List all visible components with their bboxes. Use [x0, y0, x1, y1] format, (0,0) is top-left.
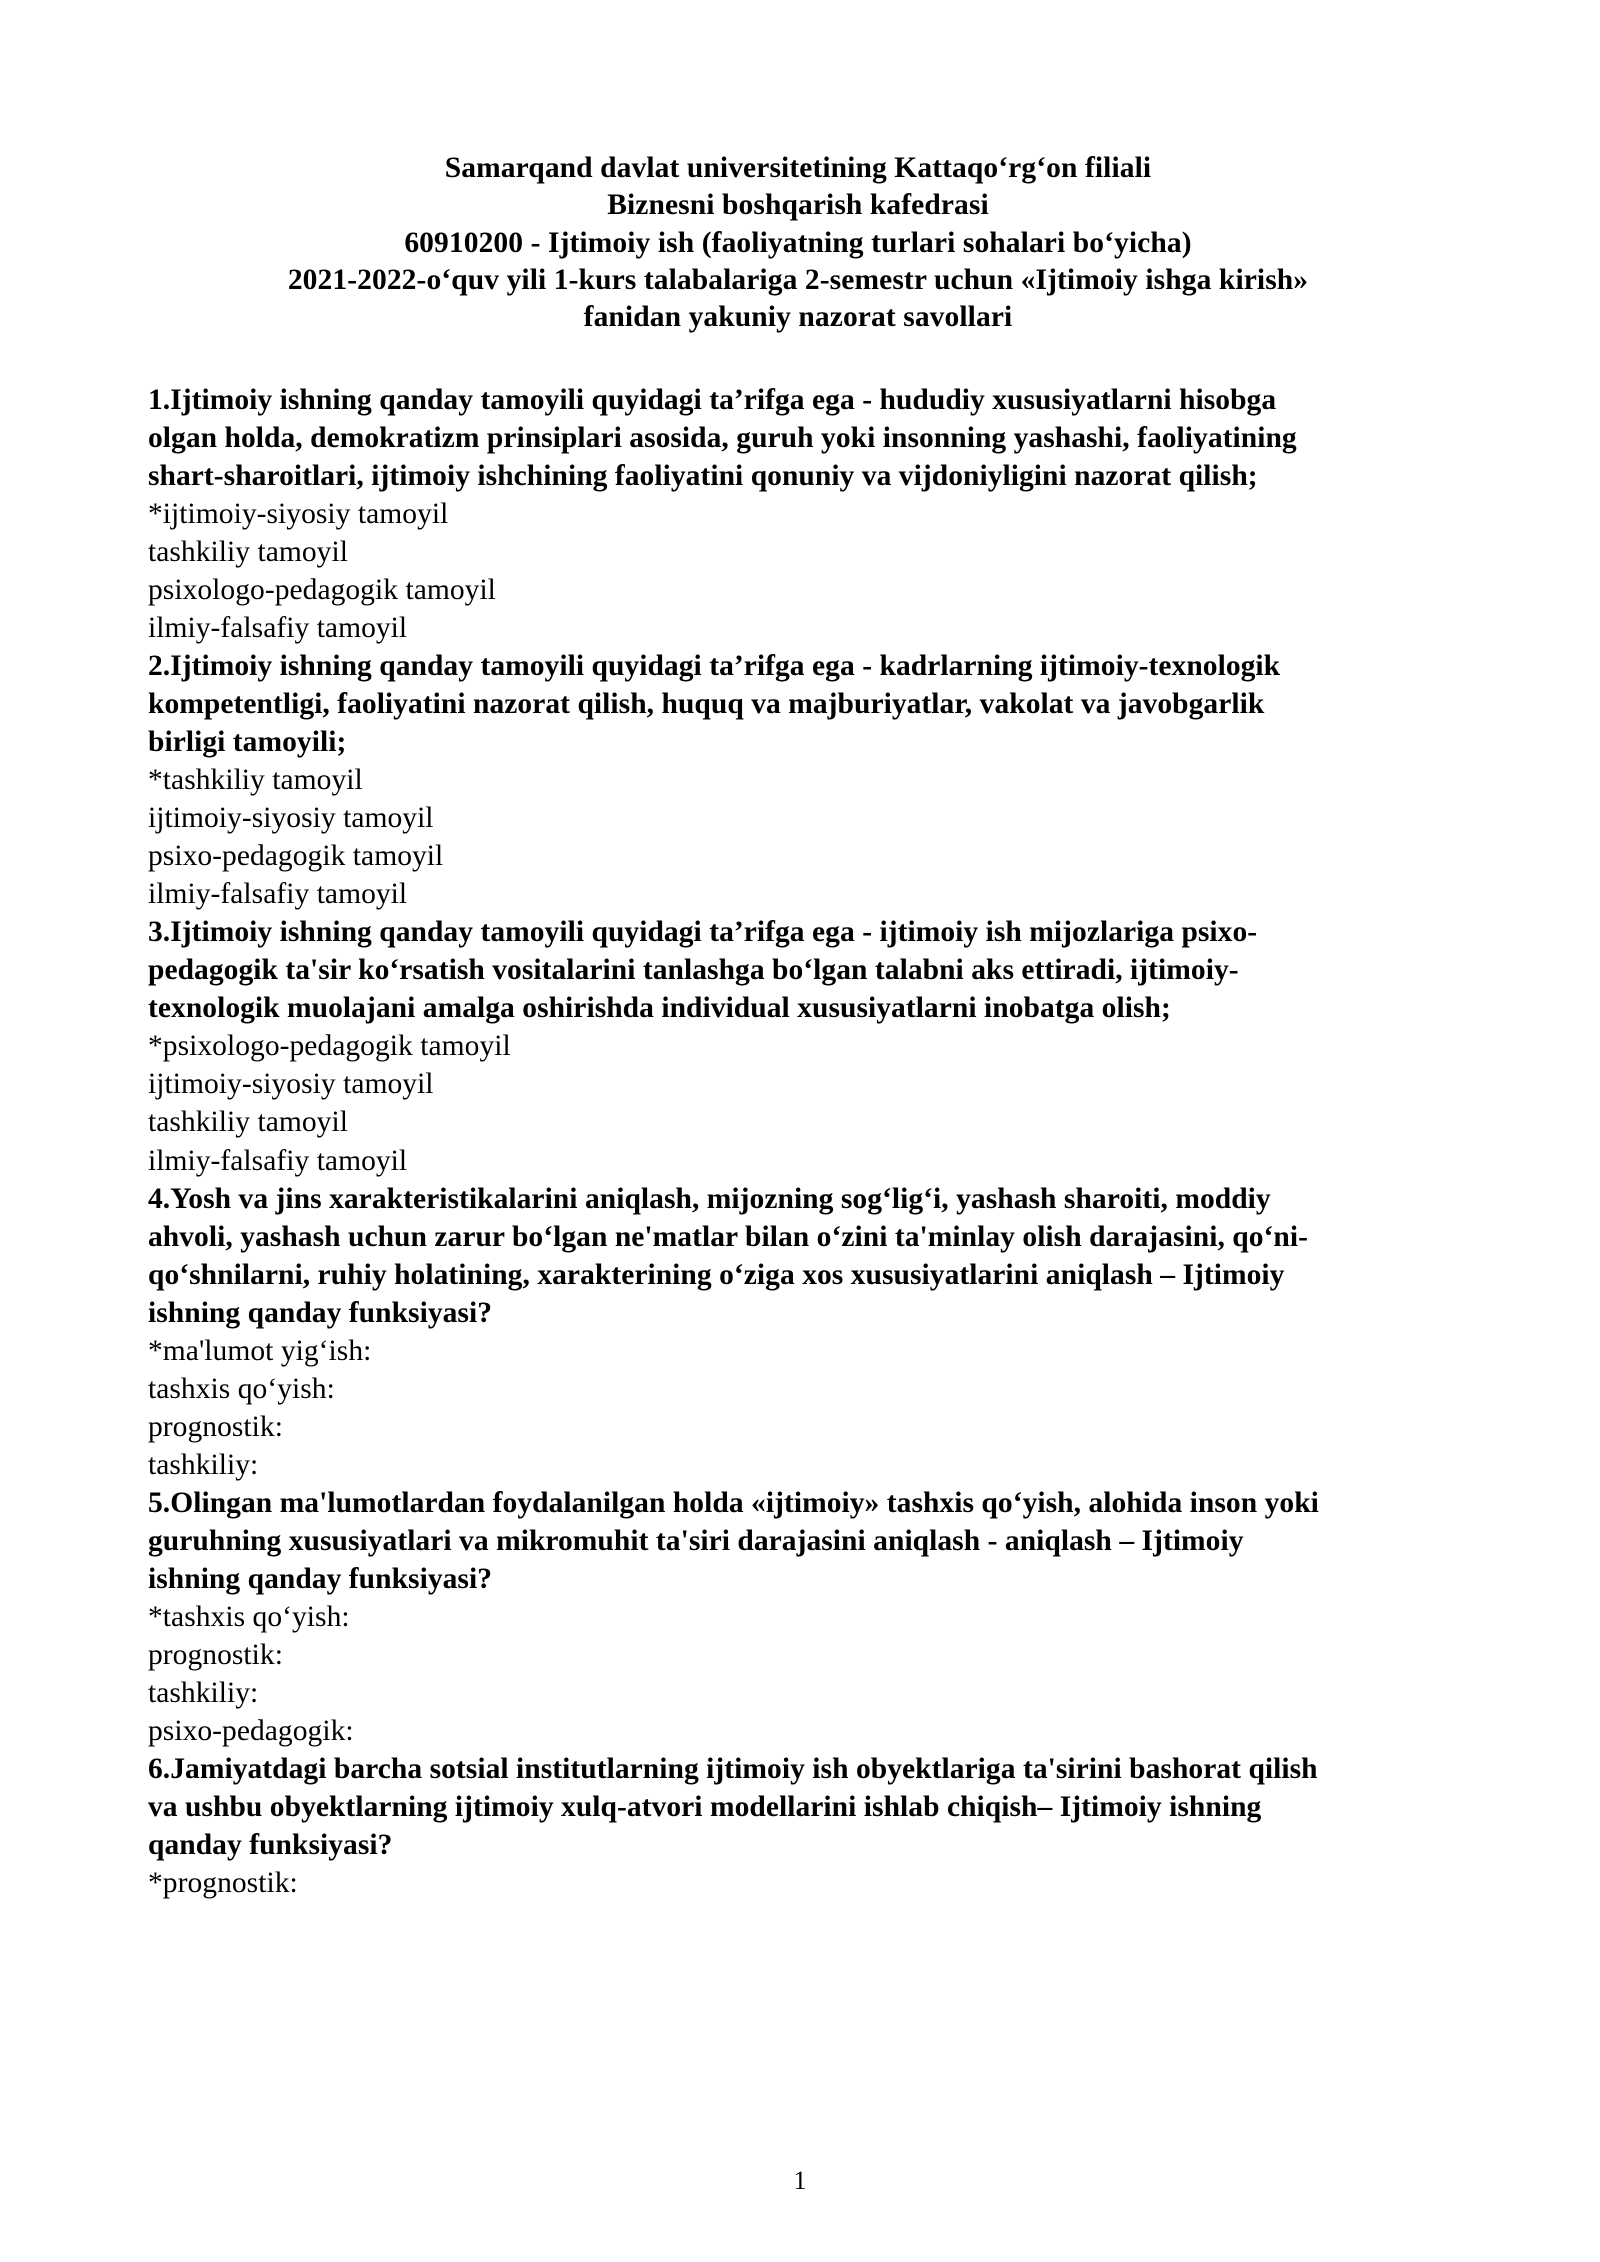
- answer-option: ilmiy-falsafiy tamoyil: [148, 878, 408, 911]
- answer-option: ijtimoiy-siyosiy tamoyil: [148, 1068, 434, 1101]
- question-text: 1.Ijtimoiy ishning qanday tamoyili quyidagi ta’rifga ega - hududiy xususiyatlarni hisobga olgan holda, demokratizm prinsiplari asosida, guruh yoki insonning yashashi, faoliyatining shart-sharoitlari, ijtimoiy ishchining faoliyatini qonuniy va vijdoniyligini nazorat qilish;: [148, 383, 1297, 492]
- question-text: 4.Yosh va jins xarakteristikalarini aniqlash, mijozning sog‘lig‘i, yashash sharoiti, moddiy ahvoli, yashash uchun zarur bo‘lgan ne'matlar bilan o‘zini ta'minlay olish darajasini, qo‘ni-qo‘shnilarni, ruhiy holatining, xarakterining o‘ziga xos xususiyatlarini aniqlash – Ijtimoiy ishning qanday funksiyasi?: [148, 1182, 1309, 1329]
- question-text: 5.Olingan ma'lumotlardan foydalanilgan holda «ijtimoiy» tashxis qo‘yish, alohida inson yoki guruhning xususiyatlari va mikromuhit ta'siri darajasini aniqlash - aniqlash – Ijtimoiy ishning qanday funksiyasi?: [148, 1486, 1319, 1596]
- page-number: 1: [793, 2166, 807, 2195]
- answer-option: psixo-pedagogik tamoyil: [148, 840, 444, 873]
- answer-option: *tashkiliy tamoyil: [148, 764, 363, 797]
- question-group-2: [148, 647, 1448, 913]
- question-group-6: [148, 1750, 1448, 1902]
- answer-option: psixo-pedagogik:: [148, 1715, 354, 1748]
- question-group-5: [148, 1484, 1448, 1750]
- answer-option: prognostik:: [148, 1410, 283, 1443]
- answer-option: *ma'lumot yig‘ish:: [148, 1334, 372, 1367]
- answer-option: tashkiliy tamoyil: [148, 535, 348, 568]
- document-header: [148, 150, 1448, 337]
- answer-option: ijtimoiy-siyosiy tamoyil: [148, 802, 434, 835]
- answer-option: tashxis qo‘yish:: [148, 1372, 335, 1405]
- header-line-5: fanidan yakuniy nazorat savollari: [583, 301, 1013, 334]
- page-content: [148, 150, 1448, 1902]
- header-line-2: Biznesni boshqarish kafedrasi: [607, 189, 989, 222]
- answer-option: ilmiy-falsafiy tamoyil: [148, 1144, 408, 1177]
- questions-list: [148, 381, 1448, 1903]
- answer-option: *psixologo-pedagogik tamoyil: [148, 1030, 511, 1063]
- answer-option: *ijtimoiy-siyosiy tamoyil: [148, 497, 449, 530]
- answer-option: prognostik:: [148, 1639, 283, 1672]
- answer-option: *tashxis qo‘yish:: [148, 1601, 350, 1634]
- answer-option: tashkiliy:: [148, 1448, 259, 1481]
- answer-option: psixologo-pedagogik tamoyil: [148, 573, 496, 606]
- question-text: 3.Ijtimoiy ishning qanday tamoyili quyidagi ta’rifga ega - ijtimoiy ish mijozlariga psixo-pedagogik ta'sir ko‘rsatish vositalarini tanlashga bo‘lgan talabni aks ettiradi, ijtimoiy- texnologik muolajani amalga oshirishda individual xususiyatlarni inobatga olish;: [148, 916, 1258, 1025]
- question-group-1: [148, 381, 1448, 647]
- header-line-1: Samarqand davlat universitetining Kattaqo‘rg‘on filiali: [444, 152, 1152, 184]
- question-group-3: [148, 913, 1448, 1179]
- answer-option: tashkiliy tamoyil: [148, 1106, 348, 1139]
- question-text: 6.Jamiyatdagi barcha sotsial institutlarning ijtimoiy ish obyektlariga ta'sirini bashorat qilish va ushbu obyektlarning ijtimoiy xulq-atvori modellarini ishlab chiqish– Ijtimoiy ishning qanday funksiyasi?: [148, 1753, 1318, 1862]
- answer-option: tashkiliy:: [148, 1677, 259, 1710]
- answer-option: *prognostik:: [148, 1867, 298, 1900]
- question-text: 2.Ijtimoiy ishning qanday tamoyili quyidagi ta’rifga ega - kadrlarning ijtimoiy-texnologik kompetentligi, faoliyatini nazorat qilish, huquq va majburiyatlar, vakolat va javobgarlik birligi tamoyili;: [148, 649, 1281, 758]
- answer-option: ilmiy-falsafiy tamoyil: [148, 611, 408, 644]
- header-line-3: 60910200 - Ijtimoiy ish (faoliyatning turlari sohalari bo‘yicha): [404, 226, 1192, 259]
- question-group-4: [148, 1180, 1448, 1484]
- header-line-4: 2021-2022-o‘quv yili 1-kurs talabalariga 2-semestr uchun «Ijtimoiy ishga kirish»: [287, 263, 1309, 296]
